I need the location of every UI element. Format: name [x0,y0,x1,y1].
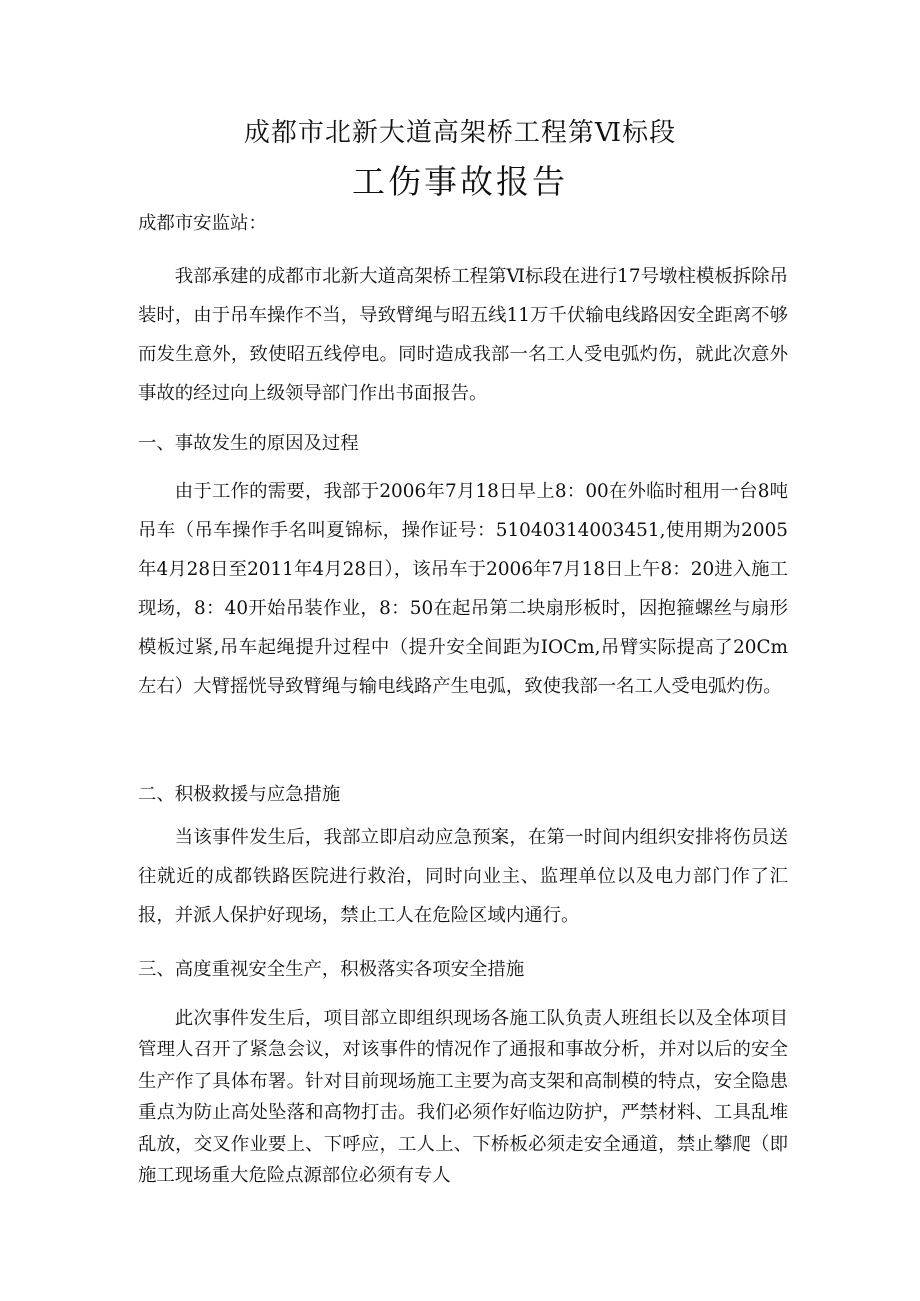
section-2-body: 当该事件发生后，我部立即启动应急预案，在第一时间内组织安排将伤员送往就近的成都铁路医院进行救治，同时向业主、监理单位以及电力部门作了汇报，并派人保护好现场，禁止工人在危险区域内通行。 [138,827,788,926]
section-2-heading: 二、积极救援与应急措施 [138,784,341,805]
addressee: 成都市安监站： [138,213,267,234]
section-1-heading: 一、事故发生的原因及过程 [138,433,359,454]
section-3-body: 此次事件发生后，项目部立即组织现场各施工队负责人班组长以及全体项目管理人召开了紧急会议，对该事件的情况作了通报和事故分析，并对以后的安全生产作了具体布署。针对目前现场施工主要为高支架和高制模的特点，安全隐患重点为防止高处坠落和高物打击。我们必须作好临边防护，严禁材料、工具乱堆乱放，交叉作业要上、下呼应，工人上、下桥板必须走安全通道，禁止攀爬（即施工现场重大危险点源部位必须有专人 [138,1008,788,1187]
section-3-heading: 三、高度重视安全生产，积极落实各项安全措施 [138,959,525,980]
document-title-report: 工伤事故报告 [352,162,568,201]
intro-paragraph: 我部承建的成都市北新大道高架桥工程第Ⅵ标段在进行17号墩柱模板拆除吊装时，由于吊车操作不当，导致臂绳与昭五线11万千伏输电线路因安全距离不够而发生意外，致使昭五线停电。同时造成我部一名工人受电弧灼伤，就此次意外事故的经过向上级领导部门作出书面报告。 [138,266,788,404]
document-title-project: 成都市北新大道高架桥工程第Ⅵ标段 [243,118,677,148]
section-1-body: 由于工作的需要，我部于2006年7月18日早上8：00在外临时租用一台8吨吊车（吊车操作手名叫夏锦标，操作证号：51040314003451,使用期为2005年4月28日至2011年4月28日），该吊车于2006年7月18日上午8：20进入施工现场，8：40开始吊装作业，8：50在起吊第二块扇形板时，因抱箍螺丝与扇形模板过紧,吊车起绳提升过程中（提升安全间距为IOCm,吊臂实际提高了20Cm左右）大臂摇恍导致臂绳与输电线路产生电弧，致使我部一名工人受电弧灼伤。 [138,481,788,697]
